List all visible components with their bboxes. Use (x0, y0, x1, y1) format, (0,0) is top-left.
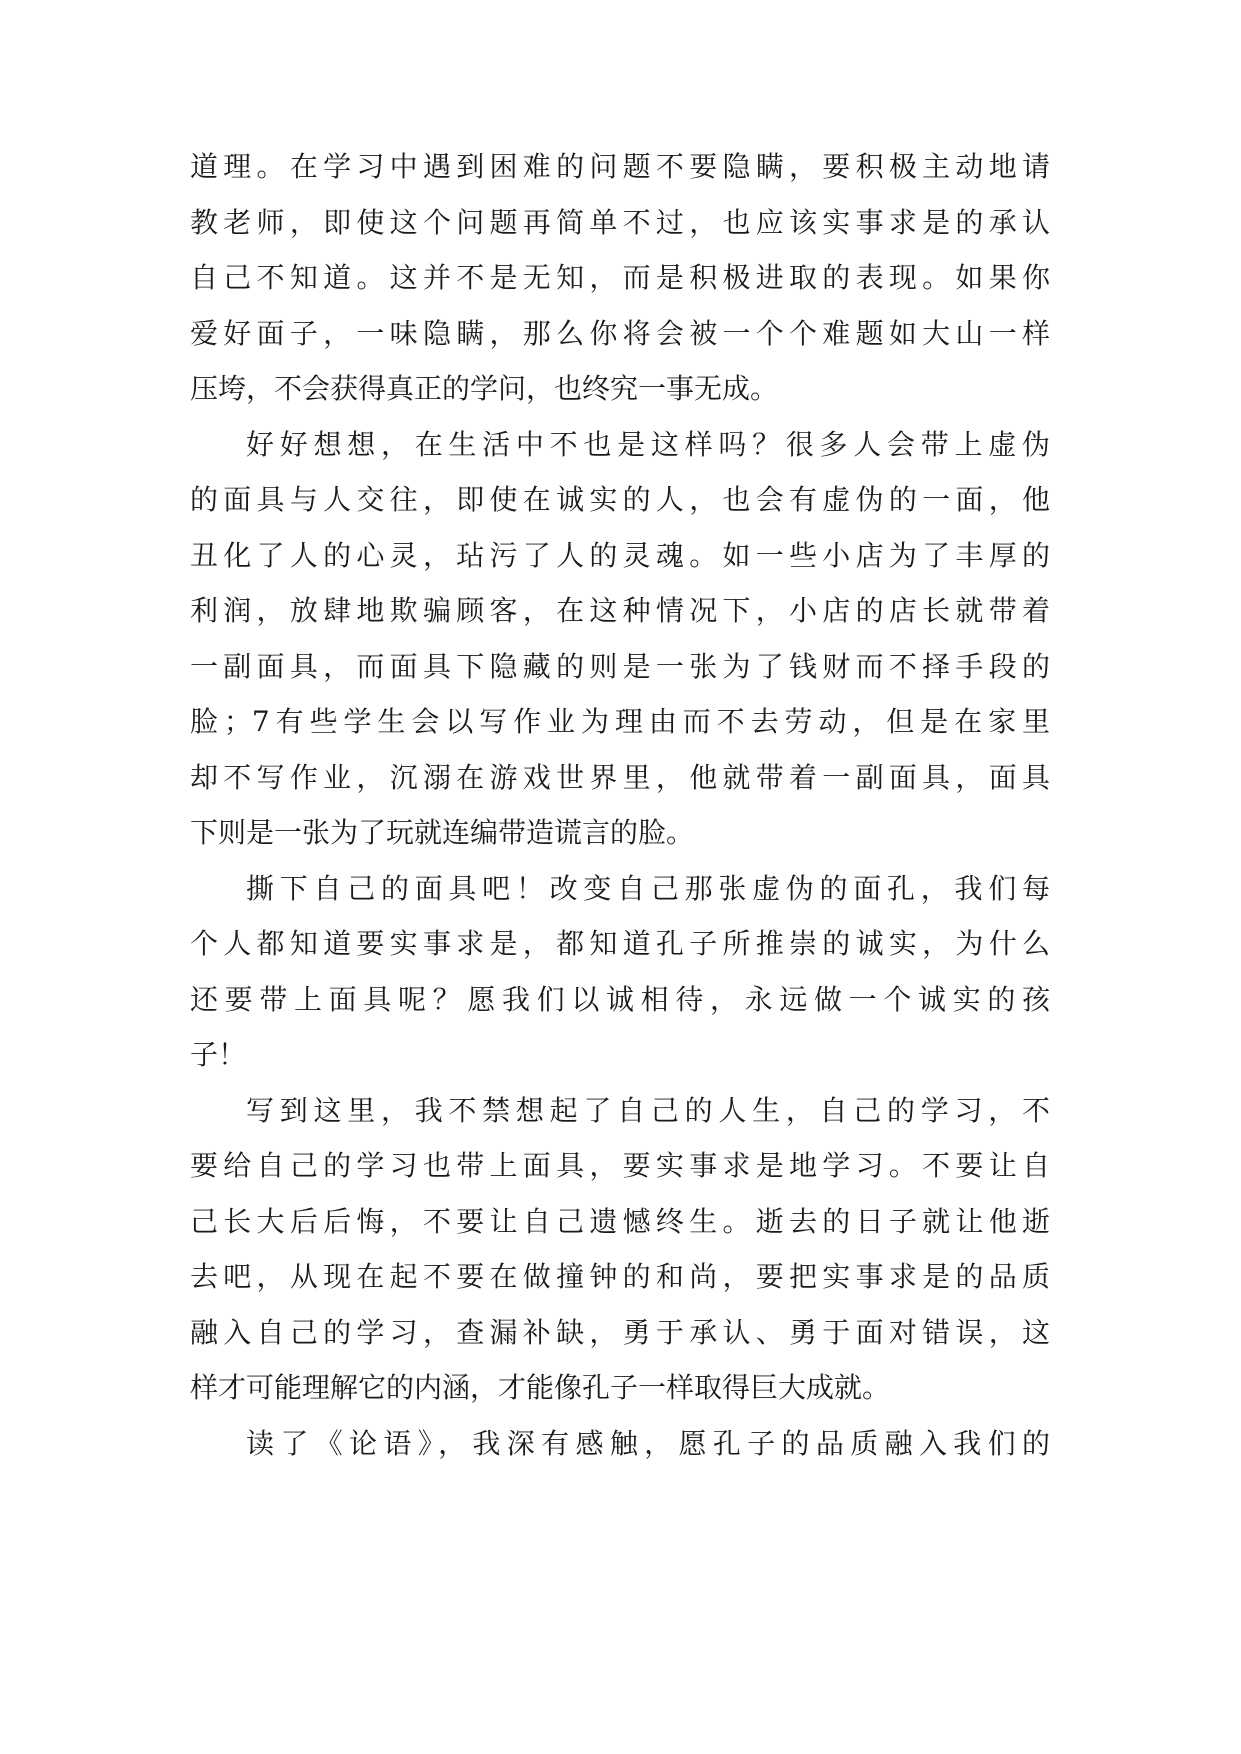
text-line: 写到这里，我不禁想起了自己的人生，自己的学习，不 (246, 1093, 1050, 1127)
text-line: 压垮，不会获得真正的学问，也终究一事无成。 (190, 372, 779, 405)
text-line: 融入自己的学习，查漏补缺，勇于承认、勇于面对错误，这 (190, 1315, 1050, 1349)
text-line: 道理。在学习中遇到困难的问题不要隐瞒，要积极主动地请 (190, 150, 1050, 183)
text-line: 要给自己的学习也带上面具，要实事求是地学习。不要让自 (190, 1149, 1050, 1182)
text-line: 还要带上面具呢？愿我们以诚相待，永远做一个诚实的孩 (190, 982, 1050, 1016)
paragraph (190, 861, 1050, 1083)
text-line: 一副面具，而面具下隐藏的则是一张为了钱财而不择手段的 (190, 649, 1050, 683)
text-line: 爱好面子，一味隐瞒，那么你将会被一个个难题如大山一样 (190, 316, 1050, 350)
text-line: 撕下自己的面具吧！改变自己那张虚伪的面孔，我们每 (246, 871, 1050, 905)
text-line: 好好想想，在生活中不也是这样吗？很多人会带上虚伪 (246, 427, 1050, 461)
text-line: 自己不知道。这并不是无知，而是积极进取的表现。如果你 (190, 261, 1050, 294)
text-line: 读了《论语》，我深有感触，愿孔子的品质融入我们的 (246, 1426, 1050, 1460)
text-line: 丑化了人的心灵，玷污了人的灵魂。如一些小店为了丰厚的 (190, 538, 1050, 572)
text-line: 利润，放肆地欺骗顾客，在这种情况下，小店的店长就带着 (190, 594, 1050, 627)
paragraph (190, 1083, 1050, 1416)
text-line: 样才可能理解它的内涵，才能像孔子一样取得巨大成就。 (190, 1371, 891, 1404)
text-line: 个人都知道要实事求是，都知道孔子所推崇的诚实，为什么 (190, 927, 1050, 960)
text-line: 教老师，即使这个问题再简单不过，也应该实事求是的承认 (190, 205, 1050, 239)
paragraph (190, 1416, 1050, 1472)
text-line: 去吧，从现在起不要在做撞钟的和尚，要把实事求是的品质 (190, 1260, 1050, 1293)
paragraph (190, 139, 1050, 417)
text-line: 的面具与人交往，即使在诚实的人，也会有虚伪的一面，他 (190, 483, 1050, 516)
text-line: 却不写作业，沉溺在游戏世界里，他就带着一副面具，面具 (190, 760, 1050, 794)
text-line: 脸；7有些学生会以写作业为理由而不去劳动，但是在家里 (190, 705, 1050, 738)
text-line: 己长大后后悔，不要让自己遗憾终生。逝去的日子就让他逝 (190, 1204, 1050, 1238)
text-line: 下则是一张为了玩就连编带造谎言的脸。 (190, 816, 695, 849)
paragraph (190, 417, 1050, 861)
text-line: 子！ (190, 1038, 247, 1071)
document-page (190, 139, 1050, 1471)
